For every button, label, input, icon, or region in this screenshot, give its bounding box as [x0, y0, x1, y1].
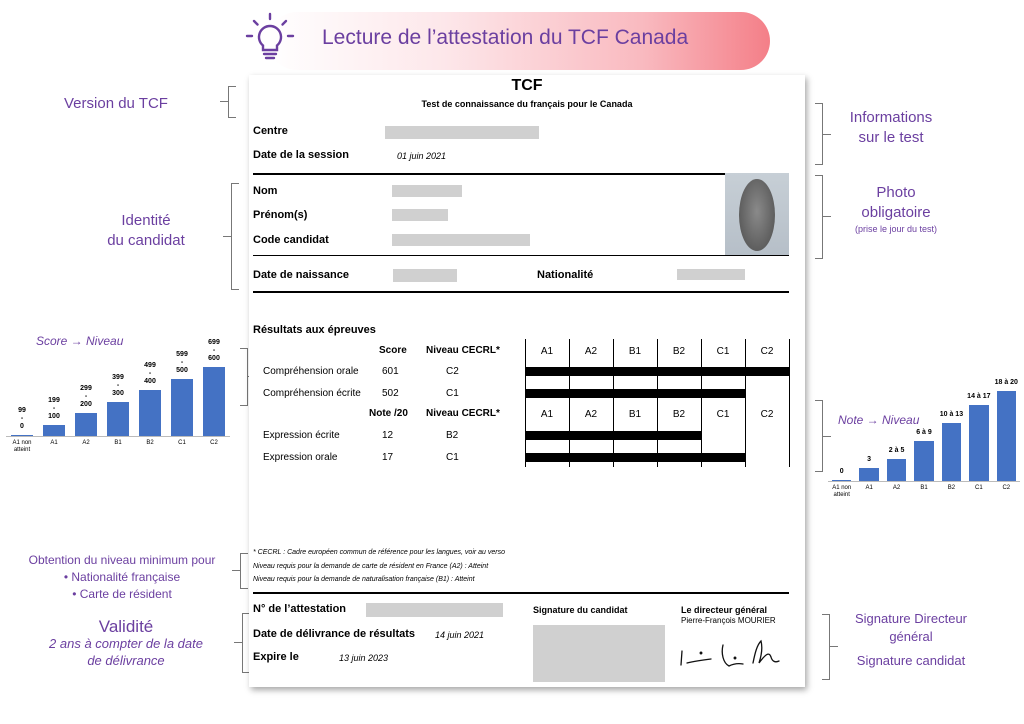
score-chart — [2, 318, 234, 478]
bracket-identite — [231, 183, 239, 290]
data-label-line: 99 — [18, 407, 26, 414]
directeur-label: Le directeur général — [681, 605, 768, 615]
divider — [253, 291, 789, 293]
chart-bar — [139, 390, 161, 436]
annotation-line: obligatoire — [861, 204, 931, 221]
level-header: B2 — [672, 409, 686, 420]
bracket-infos — [815, 103, 823, 165]
data-label — [101, 374, 135, 398]
lightbulb-icon — [244, 12, 296, 68]
data-label-line: - — [212, 347, 216, 355]
chart-bar — [887, 459, 906, 482]
data-label-line: 0 — [839, 468, 844, 475]
data-label-line: - — [20, 415, 24, 422]
data-label — [908, 429, 939, 437]
data-label — [165, 351, 199, 375]
result-label: Expression orale — [263, 452, 338, 463]
footnote: Niveau requis pour la demande de naturalisation française (B1) : Atteint — [253, 576, 475, 583]
category-label: C2 — [210, 440, 218, 446]
chart-bar — [171, 379, 193, 436]
data-label — [5, 407, 39, 431]
bracket-chart-right — [815, 400, 823, 472]
level-header: C1 — [716, 409, 730, 420]
category-label: A1 — [865, 485, 873, 491]
level-header: A2 — [584, 409, 598, 420]
level-header: B1 — [628, 346, 642, 357]
category-label: B1 — [114, 440, 122, 446]
grid-line — [569, 339, 570, 403]
level-header: A1 — [540, 409, 554, 420]
grid-line — [701, 403, 702, 467]
bracket-tick — [823, 134, 831, 135]
nationalite-label: Nationalité — [537, 269, 594, 281]
data-label-line: - — [116, 381, 120, 389]
grid-line — [789, 403, 790, 467]
level-header: B1 — [628, 409, 642, 420]
annotation-line: Informations — [849, 109, 933, 126]
redacted-code — [392, 234, 530, 246]
annotation-line: général — [889, 629, 933, 644]
data-label-line: - — [84, 393, 88, 401]
results-table — [249, 339, 805, 469]
data-label-line: 14 à 17 — [967, 392, 991, 400]
result-value: 12 — [382, 430, 394, 441]
data-label-line: 199 — [48, 396, 60, 404]
annotation-line: Photo — [876, 184, 916, 201]
result-value: 601 — [382, 366, 399, 377]
footnote: * CECRL : Cadre européen commun de référence pour les langues, voir au verso — [253, 549, 506, 556]
footnote: Niveau requis pour la demande de carte de résident en France (A2) : Atteint — [253, 563, 489, 570]
grid-line — [745, 339, 746, 403]
grid-line — [569, 403, 570, 467]
data-label — [881, 447, 912, 455]
niveau-header: Niveau CECRL* — [426, 408, 500, 419]
note-chart-marks — [826, 375, 1022, 505]
chart-bar — [914, 441, 933, 482]
delivrance-label: Date de délivrance de résultats — [253, 628, 416, 640]
annotation-identite — [96, 211, 196, 251]
annotation-line: • Carte de résident — [72, 587, 172, 601]
annotation-line: de délivrance — [87, 653, 165, 668]
data-label-line: 2 à 5 — [888, 446, 905, 454]
category-label: B2 — [146, 440, 154, 446]
data-label-line: 499 — [144, 362, 156, 370]
result-label: Compréhension orale — [263, 366, 359, 377]
level-header: C1 — [716, 346, 730, 357]
level-bar — [525, 389, 745, 398]
expire-value: 13 juin 2023 — [339, 653, 389, 663]
data-label-line: 3 — [867, 455, 872, 463]
grid-line — [745, 403, 746, 467]
page-title: Lecture de l’attestation du TCF Canada — [322, 26, 689, 49]
data-label — [826, 468, 857, 476]
data-label-line: 6 à 9 — [916, 428, 932, 436]
bracket-tick — [223, 236, 231, 237]
naissance-label: Date de naissance — [253, 269, 349, 281]
level-header: A1 — [540, 346, 554, 357]
result-label: Expression écrite — [263, 430, 340, 441]
data-label-line: 699 — [208, 339, 220, 347]
data-label — [936, 411, 967, 419]
grid-line — [613, 403, 614, 467]
grid-line — [525, 339, 526, 403]
score-header: Score — [379, 345, 407, 356]
data-label-line: 18 à 20 — [994, 379, 1018, 386]
annotation-line: (prise le jour du test) — [854, 224, 938, 234]
result-label: Compréhension écrite — [263, 388, 361, 399]
data-label-line: 599 — [176, 350, 188, 358]
category-label: B2 — [947, 485, 956, 491]
signature-candidat-box — [533, 625, 665, 682]
attestation-document — [249, 75, 805, 687]
chart-bar — [942, 423, 961, 482]
annotation-line: Validité — [98, 617, 154, 636]
category-label: C2 — [1002, 485, 1011, 491]
category-label: A2 — [82, 440, 90, 446]
divider — [253, 592, 789, 594]
grid-line — [789, 339, 790, 403]
category-label: C1 — [178, 440, 186, 446]
data-label — [963, 393, 994, 401]
note-chart — [826, 375, 1022, 505]
data-label — [133, 362, 167, 386]
bracket-chart-left — [240, 348, 248, 406]
directeur-signature — [677, 633, 797, 673]
data-label-line: 500 — [176, 366, 188, 374]
level-bar — [525, 453, 745, 462]
bracket-tick — [830, 646, 838, 647]
annotation-signature-candidat: Signature candidat — [856, 653, 966, 668]
chart-bar — [43, 425, 65, 436]
bracket-version — [228, 86, 236, 118]
code-label: Code candidat — [253, 234, 329, 246]
data-label — [69, 385, 103, 409]
signature-candidat-label: Signature du candidat — [533, 605, 628, 615]
data-label-line: - — [180, 358, 184, 366]
centre-label: Centre — [253, 125, 288, 137]
result-level: B2 — [446, 430, 459, 441]
category-label: A1 non atteint — [832, 485, 852, 498]
annotation-signature-directeur — [836, 610, 986, 646]
results-title: Résultats aux épreuves — [253, 324, 376, 336]
result-value: 502 — [382, 388, 399, 399]
doc-subtitle: Test de connaissance du français pour le Canada — [421, 99, 633, 109]
data-label — [991, 379, 1022, 387]
bracket-tick — [234, 642, 242, 643]
category-label: A2 — [892, 485, 901, 491]
grid-line — [657, 403, 658, 467]
chart-bar — [969, 405, 988, 482]
bracket-photo — [815, 175, 823, 259]
category-label: C1 — [975, 485, 983, 491]
data-label — [197, 339, 231, 363]
bracket-signatures — [822, 614, 830, 680]
chart-title: Score → Niveau — [36, 334, 124, 348]
annotation-infos — [826, 108, 956, 148]
redacted-naissance — [393, 269, 457, 282]
grid-line — [525, 403, 526, 467]
baseline — [828, 481, 1020, 482]
bracket-tick — [823, 216, 831, 217]
result-level: C1 — [446, 388, 459, 399]
annotation-line: Signature Directeur — [855, 611, 967, 626]
niveau-header: Niveau CECRL* — [426, 345, 500, 356]
data-label-line: 0 — [20, 423, 24, 430]
directeur-name: Pierre-François MOURIER — [681, 616, 776, 625]
annotation-obtention — [6, 552, 238, 603]
data-label-line: 399 — [112, 373, 124, 381]
doc-title: TCF — [511, 77, 543, 94]
annotation-line: Obtention du niveau minimum pour — [28, 553, 216, 567]
session-value: 01 juin 2021 — [397, 151, 447, 161]
baseline — [6, 436, 230, 437]
data-label-line: 100 — [48, 412, 60, 420]
result-level: C1 — [446, 452, 459, 463]
data-label — [37, 397, 71, 421]
result-level: C2 — [446, 366, 459, 377]
bracket-obtention — [240, 553, 248, 589]
attestation-label: N° de l’attestation — [253, 603, 347, 615]
grid-line — [701, 339, 702, 403]
chart-bar — [11, 435, 33, 436]
redacted-centre — [385, 126, 539, 139]
chart-bar — [203, 367, 225, 436]
chart-bar — [859, 468, 878, 482]
data-label-line: 299 — [80, 385, 92, 393]
level-header: C2 — [760, 346, 774, 357]
data-label-line: 10 à 13 — [939, 410, 964, 418]
category-label: B1 — [920, 485, 928, 491]
annotation-line: • Nationalité française — [63, 570, 181, 584]
data-label — [853, 456, 884, 464]
level-header: A2 — [584, 346, 598, 357]
redacted-attestation — [366, 603, 503, 617]
result-value: 17 — [382, 452, 394, 463]
candidate-photo — [725, 173, 789, 255]
bracket-tick — [232, 570, 240, 571]
photo-face — [739, 179, 775, 251]
category-label: A1 — [50, 440, 58, 446]
expire-label: Expire le — [253, 651, 299, 663]
category-label: A1 non atteint — [12, 440, 32, 453]
level-header: C2 — [760, 409, 774, 420]
data-label-line: 200 — [80, 401, 92, 409]
chart-bar — [75, 413, 97, 436]
redacted-nationalite — [677, 269, 745, 280]
nom-label: Nom — [253, 185, 278, 197]
annotation-line: Identité — [121, 212, 171, 229]
annotation-line: sur le test — [858, 129, 924, 146]
chart-bar — [997, 391, 1016, 481]
annotation-line: 2 ans à compter de la date — [49, 636, 203, 651]
session-label: Date de la session — [253, 149, 349, 161]
data-label-line: 300 — [112, 389, 124, 397]
data-label-line: - — [148, 370, 152, 378]
chart-bar — [107, 402, 129, 436]
annotation-line: du candidat — [107, 232, 185, 249]
annotation-validite — [26, 618, 226, 669]
score-chart-marks — [2, 318, 234, 478]
prenom-label: Prénom(s) — [253, 209, 308, 221]
chart-title: Note → Niveau — [838, 413, 920, 427]
chart-bar — [832, 480, 851, 481]
bracket-tick — [220, 101, 228, 102]
data-label-line: - — [52, 404, 56, 412]
delivrance-value: 14 juin 2021 — [435, 630, 485, 640]
note-header: Note /20 — [369, 408, 408, 419]
annotation-photo — [826, 183, 966, 235]
divider — [253, 255, 789, 256]
grid-line — [613, 339, 614, 403]
data-label-line: 400 — [144, 378, 156, 386]
grid-line — [657, 339, 658, 403]
data-label-line: 600 — [208, 355, 220, 363]
annotation-version: Version du TCF — [64, 95, 168, 112]
level-header: B2 — [672, 346, 686, 357]
divider — [253, 173, 789, 175]
redacted-nom — [392, 185, 462, 197]
redacted-prenom — [392, 209, 448, 221]
